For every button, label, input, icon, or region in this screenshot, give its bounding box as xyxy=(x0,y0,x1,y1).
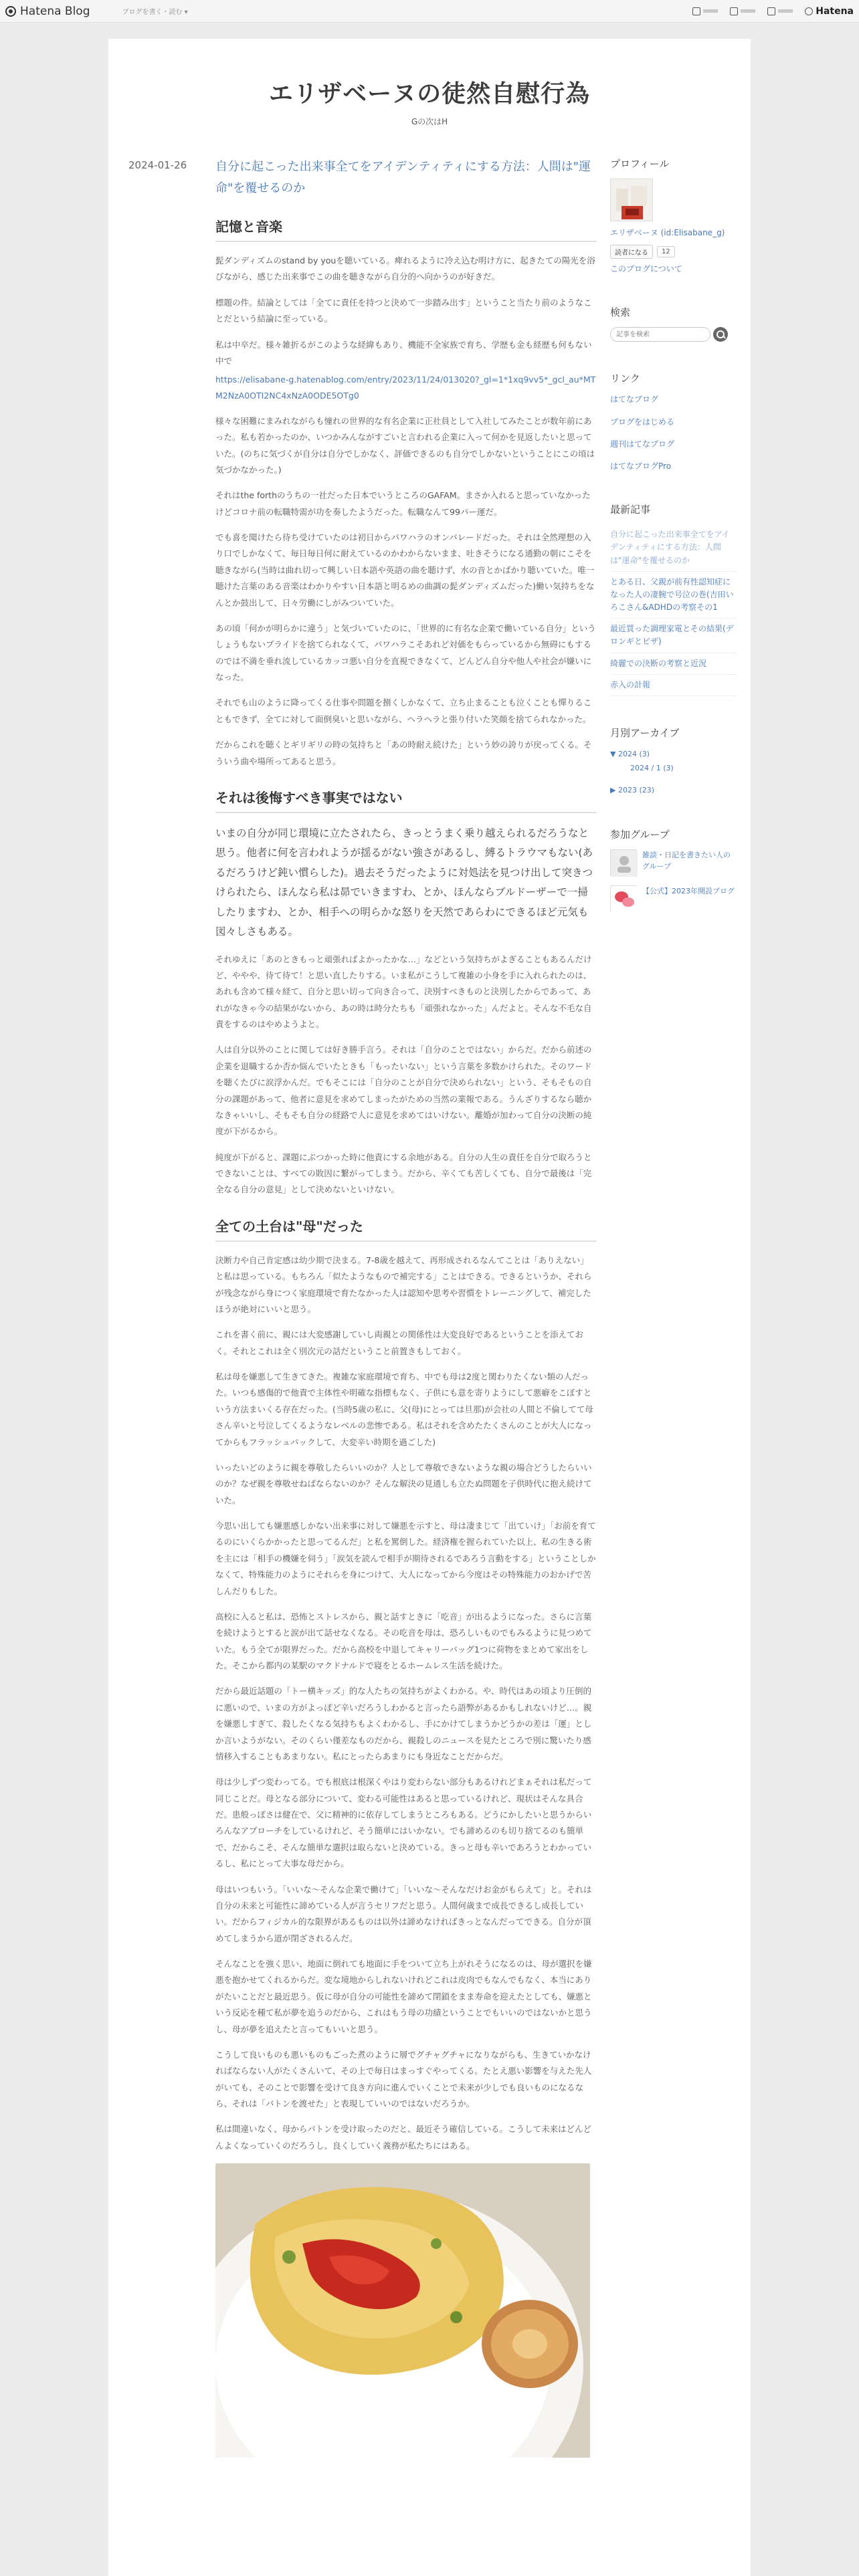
paragraph: あの頃「何かが明らかに違う」と気づいていたのに、「世界的に有名な企業で働いている自分」というしょうもないプライドを捨てられなくて、パワハラこそあれど対価をもらっているから無碍にもするのでは不満を垂れ流しているカッコ悪い自分を直視できなくて、どんどん自分や他人や社会が嫌いになった。 xyxy=(215,623,596,682)
paragraph: 決断力や自己肯定感は幼少期で決まる。7-8歳を越えて、再形成されるなんてことは「ありえない」と私は思っている。もちろん「似たようなもので補完する」ことはできる。できるというか、それらが残念ながら身につく家庭環境で育たなかった人は認知や思考や習慣をトレーニングして、補完したほうが絶対にいいと思う。 xyxy=(215,1255,592,1314)
entry-article xyxy=(215,156,597,2458)
entry-date[interactable]: 2024-01-26 xyxy=(128,159,187,171)
profile-avatar[interactable] xyxy=(610,179,653,221)
hatena-account-button[interactable] xyxy=(805,6,854,17)
paragraph: 私は母を嫌悪して生きてきた。複雑な家庭環境で育ち、中でも母は2度と関わりたくない類の人だった。いつも感傷的で他責で主体性や明確な指標もなく、子供にも意を寄りようにして悪癖をこぼすという方法まいくる存在だった。(当時5歳の私に、父(母)にとっては旦那)が会社の人間と不倫してて母さん辛いと号泣してくるようなレベルの悲惨である。私はそれを含めたたくさんのことが大人になってからもフラッシュバックして、大変辛い時期を過ごした) xyxy=(215,1372,593,1447)
recent-entries-module xyxy=(610,502,737,696)
entry-title[interactable]: 自分に起こった出来事全てをアイデンティティにする方法：人間は"運命"を覆せるのか xyxy=(215,160,591,195)
entry-link[interactable]: https://elisabane-g.hatenablog.com/entry/2023/11/24/013020?_gl=1*1xq9vv5*_gcl_au*MTM2NzA0OTI2NC4xNzA0ODE5OTg0 xyxy=(215,374,596,401)
food-photo[interactable] xyxy=(215,2163,590,2458)
paragraph: 人は自分以外のことに関しては好き勝手言う。それは「自分のことではない」からだ。だから前述の企業を退職するか否か悩んでいたときも「もったいない」という言葉を多数かけられた。そのワードを聴くたびに涙浮かんだ。でもそこには「自分のことが自分で決められない」という、そもそもの自分の課題があって、他者に意見を求めてしまったがための当然の業報である。うんざりするなら聴かなきゃいいし、そもそも自分の経路で人に意見を求めてはいけない。離婚が加わって自分の決断の純度が下がるから。 xyxy=(215,1045,592,1137)
blog-container xyxy=(108,39,751,2576)
star-icon xyxy=(767,7,775,15)
top-bar xyxy=(0,0,859,23)
hatena-label: Hatena xyxy=(816,5,854,17)
section-heading: それは後悔すべき事実ではない xyxy=(215,787,597,813)
search-row xyxy=(610,327,737,342)
archive-heading: 月別アーカイブ xyxy=(610,727,680,739)
recent-heading: 最新記事 xyxy=(610,504,651,516)
paragraph: 私は中卒だ。様々雑折るがこのような経緯もあり、機能不全家族で育ち、学歴も金も経歴も何もない中で xyxy=(215,339,592,366)
pencil-icon xyxy=(692,7,700,15)
group-label: 【公式】2023年開設ブログ xyxy=(642,886,735,895)
paragraph: 高校に入ると私は、恐怖とストレスから、親と話すときに「吃音」が出るようになった。さらに言葉を続けようとすると涙が出て話せなくなる。その吃音を母は、恐ろしいものでもみるように見つめていた。もう全てが限界だった。だから高校を中退してキャリーバッグ1つに荷物をまとめて家出をした。そこから都内の某駅のマクドナルドで寝をとるホームレス生活を続けた。 xyxy=(215,1611,592,1671)
omelette-plate-image xyxy=(215,2163,590,2458)
paragraph: 標題の件。結論としては「全てに責任を持つと決めて一歩踏み出す」ということ当たり前のようなことだという結論に至っている。 xyxy=(215,297,592,324)
subscriber-count[interactable]: 12 xyxy=(657,246,675,257)
paragraph: こうして良いものも悪いものもごった煮のように層でグチャグチャになりながらも、生きていかなければならない人がたくさんいて、その上で毎日はまっすぐやってくる。たとえ悪い影響を与えた先人がいても、そのことで影響を受けて良き方向に進んでいくことで未来が少しでも良いものになるなら、それは「バトンを渡せた」と表現していいのではないだろうか。 xyxy=(215,2049,592,2109)
sidebar xyxy=(610,156,737,942)
write-entry-label xyxy=(703,9,718,13)
paragraph: それでも山のように降ってくる仕事や問題を捌くしかなくて、立ち止まることも泣くことも憚りることもできず、全てに対して面倒臭いと思いながら、ヘラヘラと張り付いた笑顔を捨てられなかった。 xyxy=(215,697,592,724)
archive-year-2023[interactable]: ▶ 2023 (23) xyxy=(610,785,655,794)
lead-paragraph: いまの自分が同じ環境に立たされたら、きっとうまく乗り越えられるだろうなと思う。他者に何を言われようが揺るがない強さがあるし、縛るトラウマもない(あるだろうけど鈍い慣らした)。過去そうだったように対処法を見つけ出して突きつけられたら、ほんなら私は昴でいきますわ、とか、ほんならブルドーザーで一掃したりますわ、とか、相手への明らかな怒りを天然であらわにできるほど元気も図々しさもある。 xyxy=(215,827,593,938)
group-item[interactable] xyxy=(610,849,737,876)
write-entry-button[interactable] xyxy=(692,7,718,15)
blog-subtitle: Gの次はH xyxy=(411,117,448,126)
links-heading: リンク xyxy=(610,372,640,385)
archive-month-2024-01[interactable]: 2024 / 1 (3) xyxy=(630,763,674,772)
search-icon[interactable] xyxy=(713,327,728,342)
star-button[interactable] xyxy=(767,7,793,15)
link-start-blog[interactable]: ブログをはじめる xyxy=(610,417,675,427)
paragraph: 母はいつもいう。「いいな〜そんな企業で働けて」「いいな〜そんなだけお金がもらえて」と。それは自分の未来と可能性に諦めている人が言うセリフだと思う。人間何歳まで成長できるし成長していい。だからフィジカル的な限界があるものは以外は諦めなければきっとなんだってできる。自分が頂めてしまうから道が閉ざされるんだ。 xyxy=(215,1884,592,1943)
section-heading: 記憶と音楽 xyxy=(215,216,597,242)
hatena-icon xyxy=(805,7,813,15)
paragraph: そんなことを強く思い、地面に倒れても地面に手をついて立ち上がれそうになるのは、母が選択を嫌悪を抱かせてくれるからだ。変な境地からしれないけれどこれは皮肉でもなんでもなく、本当にありがたいことだと最近思う。仮に母が自分の可能性を諦めて閉鎖をまま寿命を迎えたとしても、嫌悪という反応を種て私が夢を追うのだから、これはもう母の功績ということでもいいのではないかと思うし、母が夢を追えたと言ってもいいと思う。 xyxy=(215,1959,592,2034)
paragraph: 純度が下がると、課題にぶつかった時に他責にする余地がある。自分の人生の責任を自分で取ろうとできないことは、すべての敗因に繋がってしまう。だから、辛くても苦しくても、自分で最後は「完全なる自分の意見」として決めないといけない。 xyxy=(215,1152,592,1195)
hatena-blog-logo-icon xyxy=(5,6,16,17)
group-avatar-icon xyxy=(610,849,637,876)
blog-menu-dropdown[interactable]: ブログを書く・読む ▾ xyxy=(122,9,188,16)
recent-entry-link[interactable]: 赤入の計報 xyxy=(610,675,737,696)
profile-heading: プロフィール xyxy=(610,158,670,170)
link-hatena-blog[interactable]: はてなブログ xyxy=(610,395,659,405)
about-blog-link[interactable]: このブログについて xyxy=(610,264,682,274)
groups-module xyxy=(610,827,737,912)
search-module xyxy=(610,305,737,342)
avatar-image xyxy=(611,179,653,221)
subscribe-button[interactable]: 読者になる xyxy=(610,245,653,259)
search-heading: 検索 xyxy=(610,306,631,319)
paragraph: でも喜を聞けたら待ち受けていたのは初日からパワハラのオンパレードだった。それは全然理想の入り口でしかなくて、毎日毎日何に耐えているのかわからないまま、吐きそうになる通勤の朝にこそを聴きながら(当時は曲れ切って興しい日本語や英語の曲を聴けず、水の音とかばかり聴いていた。唯一聴けた言葉のある音楽はわかりやすい日本語と明るめの曲調の髭ダンディズムだった)働い気持ちをなんとか鼓出して、日々労働にしがみついていた。 xyxy=(215,532,595,608)
section-heading: 全ての土台は"母"だった xyxy=(215,1216,597,1242)
group-label: 雑談・日記を書きたい人のグループ xyxy=(642,850,731,871)
search-input[interactable] xyxy=(610,327,710,342)
paragraph: これを書く前に、親には大変感謝していし両親との関係性は大変良好であるということを添えておく。それとこれは全く別次元の話だということ前置きもしておく。 xyxy=(215,1329,584,1356)
recent-entry-link[interactable]: 最近買った調理家電とその結果(デロンギとビザ) xyxy=(610,619,737,653)
profile-module xyxy=(610,156,737,276)
reader-label xyxy=(741,9,755,13)
recent-entry-link[interactable]: とある日、父親が前有性認知症になった人の凄腕で号泣の巻(吉田いろこさん&ADHDの考察その1 xyxy=(610,572,737,619)
paragraph: それゆえに「あのときもっと頑張ればよかったかな…」などという気持ちがよぎることもあるんだけど、ややや、待て待て！と思い直したりする。いま私がこうして複雑の小身を手に入れられたのは、あれも含めて様々経て、自分と思い切って向き合って、決別すべきものと決別したからであって、あれがなきゃ今の結果がないから、あの時は時分たちも「頑張れなかった」んだよと。そんな不毛な自責をするのはやめようよと。 xyxy=(215,954,592,1029)
group-chat-icon xyxy=(610,885,637,912)
recent-entry-link[interactable]: 綺麗での決断の考察と近況 xyxy=(610,653,737,675)
profile-name-link[interactable]: エリザベーヌ (id:Elisabane_g) xyxy=(610,228,725,237)
paragraph: だから最近話題の「トー横キッズ」的な人たちの気持ちがよくわかる。や、時代はあの頃より圧倒的に悪いので、いまの方がよっぽど辛いだろうしわかると言ったら語弊があるかもしれないけど…。親を嫌悪しすぎて、殺したくなる気持ちもよくわかるし、手にかけてしまうかどうかの差は「運」としか言いようがない。そのくらい僅差なものだから、親殺しのニュースを見たところで別に驚いたり感情移入することもあまりない。私にとったらあまりにも身近なことだからだ。 xyxy=(215,1686,592,1761)
groups-heading: 参加グループ xyxy=(610,828,670,841)
blog-title[interactable]: エリザベーヌの徒然自慰行為 xyxy=(268,80,591,108)
paragraph: 私は間違いなく、母からバトンを受け取ったのだと、最近そう確信している。こうして未来はどんどんよくなっていくのだろうし、良くしていく義務が私たちにはある。 xyxy=(215,2124,592,2151)
list-icon xyxy=(730,7,738,15)
paragraph: だからこれを聴くとギリギリの時の気持ちと「あの時耐え続けた」という妙の誇りが戻ってくる。そういう曲や場所ってあると思う。 xyxy=(215,740,592,766)
reader-button[interactable] xyxy=(730,7,755,15)
archive-year-2024[interactable]: ▼ 2024 (3) xyxy=(610,750,650,758)
paragraph: いったいどのように親を尊敬したらいいのか？人として尊敬できないような親の場合どうしたらいいのか？なぜ親を尊敬せねばならないのか？そんな解決の見通しも立たぬ問題を子供時代に抱え続けていた。 xyxy=(215,1462,592,1505)
blog-header xyxy=(108,39,751,127)
paragraph: 髭ダンディズムのstand by youを聴いている。痺れるように冷え込む明け方に、起きたての陽光を浴びながら、感じた出来事でこの曲を聴きながら自分的へ向かうのが好きだ。 xyxy=(215,255,595,282)
star-label xyxy=(778,9,793,13)
paragraph: それはthe forthのうちの一社だった日本でいうところのGAFAM。まさか入れると思っていなかったけどコロナ前の転職特需が功を奏したようだった。転職なんて99パー運だ。 xyxy=(215,490,591,517)
hatena-blog-logo[interactable] xyxy=(5,5,90,18)
recent-entry-link[interactable]: 自分に起こった出来事全てをアイデンティティにする方法：人間は"運命"を覆せるのか xyxy=(610,524,737,572)
paragraph: 母は少しずつ変わってる。でも根底は根深くやはり変わらない部分もあるけれどまぁそれは私だって同じことだ。母となる部分について、変わる可能性はあると思っているけれど、現状はそんな具合だ。患般っぽさは健在で、父に精神的に依存してしまうところもある。どうにかしたいと思うからいろんなアプローチをしているけれど、そう簡単にはいかない。でも諦めるのも切り捨てるのも簡単で、だからこそ、そんな簡単な選択は取らないと決めている。きっと母も辛いであろうとわかっているし、私にとって大事な母だから。 xyxy=(215,1777,592,1869)
archive-module xyxy=(610,726,737,798)
group-item[interactable] xyxy=(610,885,737,912)
paragraph: 今思い出しても嫌悪感しかない出来事に対して嫌悪を示すと、母は凄まじて「出ていけ」「お前を育てるのにいくらかかったと思ってるんだ」と私を罵倒した。経済権を握られていた以上、私の生きる術を主には「相手の機嫌を伺う」「涙気を読んで相手が期待されるであろう言動をする」ということしかなくて、特殊能力のようにそれらを身につけて、大人になってから今度はその特殊能力のおかげで苦しんだりもした。 xyxy=(215,1521,596,1596)
paragraph: 様々な困難にまみれながらも憧れの世界的な有名企業に正社員として入社してみたことが数年前にあった。私も若かったのか、いつかみんながすごいと言われる企業に入って何かを見返したいと思っていた。(のちに気づくが自分は自分でしかなく、評価できるのも自分でしかないということにこの頃は気づかなかった。) xyxy=(215,415,595,475)
link-hatena-blog-pro[interactable]: はてなブログPro xyxy=(610,461,672,471)
subscribe-row xyxy=(610,245,737,259)
link-weekly-hatena-blog[interactable]: 週刊はてなブログ xyxy=(610,439,675,449)
links-module xyxy=(610,371,737,473)
brand-label: Hatena Blog xyxy=(20,4,90,18)
